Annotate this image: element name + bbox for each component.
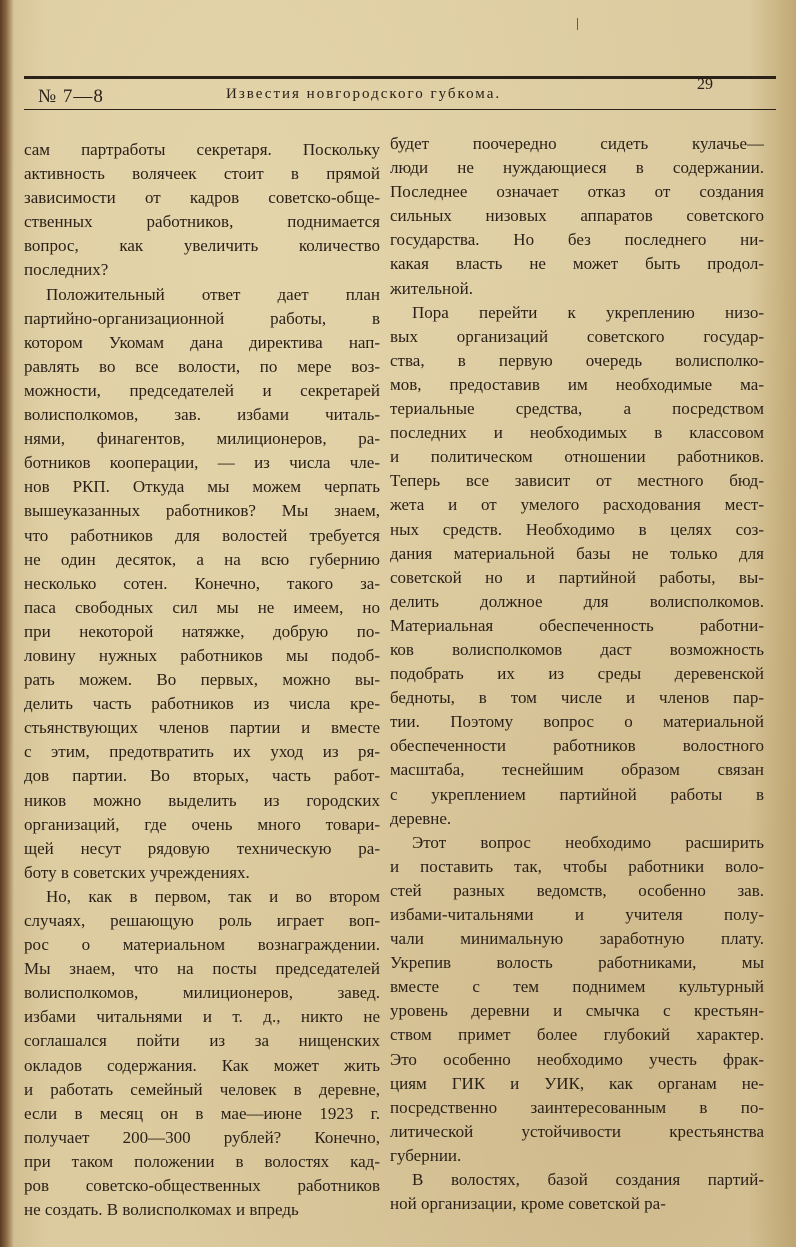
text-line: щей несут рядовую техническую ра- [24, 838, 380, 858]
text-line: жительной. [390, 278, 473, 298]
text-line: стьянствующих членов партии и вместе [24, 718, 380, 738]
header-bottom-rule [24, 109, 776, 110]
text-line: делить должное для волисполкомов. [390, 591, 764, 611]
page-number: 29 [697, 76, 713, 93]
text-line: последних? [24, 260, 109, 280]
text-line: уровень деревни и смычка с крестьян- [390, 1001, 764, 1021]
text-line: дания материальной базы не только для [390, 543, 764, 563]
text-line: ства, в первую очередь волисполко- [390, 350, 764, 370]
text-line: губернии. [390, 1145, 462, 1165]
text-line: Положительный ответ дает план [46, 284, 380, 304]
text-line: ством примет более глубокий характер. [390, 1025, 764, 1045]
text-line: сам партработы секретаря. Поскольку [24, 140, 380, 159]
text-line: ботников кооперации, — из числа чле- [24, 453, 380, 473]
text-line: Но, как в первом, так и во втором [46, 886, 380, 906]
text-line: получает 200—300 рублей? Конечно, [24, 1127, 380, 1147]
text-line: активность волячеек стоит в прямой [24, 164, 380, 184]
text-line: люди не нуждающиеся в содержании. [390, 158, 764, 178]
text-line: посредственно заинтересованным в по- [390, 1097, 764, 1117]
text-line: циям ГИК и УИК, как органам не- [390, 1073, 764, 1093]
text-line: бедноты, в том числе и членов пар- [390, 688, 764, 708]
right-text-column [390, 132, 764, 1216]
text-line: и работать семейный человек в деревне, [24, 1079, 380, 1099]
text-line: тии. Поэтому вопрос о материальной [390, 712, 764, 732]
text-line: можности, председателей и секретарей [24, 380, 380, 400]
text-line: окладов содержания. Как может жить [24, 1055, 380, 1075]
text-line: государства. Но без последнего ни- [390, 230, 764, 250]
text-line: вышеуказанных работников? Мы знаем, [24, 501, 380, 521]
text-line: равлять во все волости, по мере воз- [24, 356, 380, 376]
text-line: что работников для волостей требуется [24, 525, 380, 545]
text-line: вопрос, как увеличить количество [24, 236, 380, 256]
text-line: ственных работников, поднимается [24, 212, 380, 232]
text-line: масштаба, теснейшим образом связан [390, 760, 764, 780]
text-line: ников можно выделить из городских [24, 790, 380, 810]
text-line: Это особенно необходимо учесть фрак- [390, 1049, 764, 1069]
text-line: Мы знаем, что на посты председателей [24, 959, 380, 979]
publication-title: Известия новгородского губкома. [226, 86, 502, 102]
text-line: нов РКП. Откуда мы можем черпать [24, 477, 380, 497]
text-line: Материальная обеспеченность работни- [390, 615, 764, 635]
text-line: дов партии. Во вторых, часть работ- [24, 766, 380, 786]
text-line: если в месяц он в мае—июне 1923 г. [24, 1103, 380, 1123]
text-line: ров советско-общественных работников [24, 1176, 380, 1196]
text-line: волисполкомов, зав. избами читаль- [24, 405, 380, 425]
text-line: рать можем. Во первых, можно вы- [24, 670, 380, 690]
text-line: партийно-организационной работы, в [24, 308, 380, 328]
text-line: и поставить так, чтобы работники воло- [390, 856, 764, 876]
text-line: ловину нужных работников мы подоб- [24, 645, 380, 665]
text-line: с укреплением партийной работы в [390, 784, 764, 804]
text-line: и политическом отношении работников. [390, 447, 764, 467]
text-line: чали минимальную заработную плату. [390, 929, 764, 949]
text-line: будет поочередно сидеть кулачье— [390, 134, 764, 153]
text-line: сильных низовых аппаратов советского [390, 206, 764, 226]
text-line: делить часть работников из числа кре- [24, 694, 380, 714]
text-line: нями, финагентов, милиционеров, ра- [24, 429, 380, 449]
text-line: не создать. В волисполкомах и впредь [24, 1200, 299, 1220]
text-line: организаций, где очень много товари- [24, 814, 380, 834]
text-line: ной организации, кроме советской ра- [390, 1194, 666, 1214]
text-line: Этот вопрос необходимо расширить [412, 832, 764, 852]
text-line: при таком положении в волостях кад- [24, 1151, 380, 1171]
text-line: В волостях, базой создания партий- [412, 1170, 764, 1190]
text-line: избами читальнями и т. д., никто не [24, 1007, 380, 1027]
text-line: с этим, предотвратить их уход из ря- [24, 742, 380, 762]
text-line: подобрать их из среды деревенской [390, 664, 764, 684]
text-line: боту в советских учреждениях. [24, 862, 250, 882]
text-line: жета и от умелого расходования мест- [390, 495, 764, 515]
text-line: не один десяток, а на всю губернию [24, 549, 380, 569]
text-line: териальные средства, а посредством [390, 399, 764, 419]
issue-number: № 7—8 [38, 86, 104, 107]
text-line: соглашался пойти из за нищенских [24, 1031, 380, 1051]
text-line: волисполкомов, милиционеров, завед. [24, 983, 380, 1003]
text-line: Пора перейти к укреплению низо- [412, 302, 764, 322]
text-line: ных средств. Необходимо в целях соз- [390, 519, 764, 539]
text-line: какая власть не может быть продол- [390, 254, 764, 274]
text-line: деревне. [390, 808, 452, 828]
text-line: обеспеченности работников волостного [390, 736, 764, 756]
text-line: советской но и партийной работы, вы- [390, 567, 764, 587]
text-line: рос о материальном вознаграждении. [24, 935, 380, 955]
text-line: котором Укомам дана директива нап- [24, 332, 380, 352]
text-line: зависимости от кадров советско-обще- [24, 188, 380, 208]
text-line: литической устойчивости крестьянства [390, 1121, 764, 1141]
page-binding-edge [0, 0, 14, 1247]
text-line: избами-читальнями и учителя полу- [390, 905, 764, 924]
text-line: Укрепив волость работниками, мы [390, 953, 764, 973]
text-line: последних и необходимых в классовом [390, 423, 764, 443]
header-top-rule [24, 76, 776, 79]
text-line: Теперь все зависит от местного бюд- [390, 471, 764, 491]
text-line: при некоторой натяжке, добрую по- [24, 621, 380, 641]
text-line: несколько сотен. Конечно, такого за- [24, 573, 380, 593]
text-line: вместе с тем поднимем культурный [390, 977, 764, 997]
text-line: ков волисполкомов даст возможность [390, 639, 764, 659]
text-line: паса свободных сил мы не имеем, но [24, 597, 380, 617]
text-line: вых организаций советского государ- [390, 326, 764, 346]
print-mark [577, 18, 578, 30]
text-line: стей разных ведомств, особенно зав. [390, 880, 764, 900]
text-line: мов, предоставив им необходимые ма- [390, 374, 764, 394]
text-line: случаях, решающую роль играет воп- [24, 911, 380, 930]
text-line: Последнее означает отказ от создания [390, 182, 764, 202]
left-text-column [24, 138, 380, 1222]
